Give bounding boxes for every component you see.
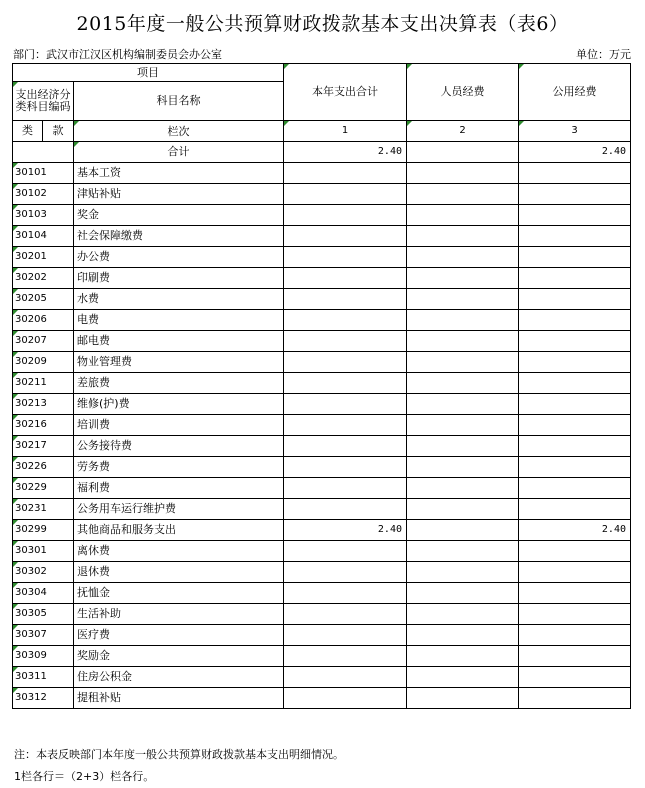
- row-code: 30103: [13, 205, 74, 226]
- row-code: 30309: [13, 646, 74, 667]
- row-public: [519, 499, 631, 520]
- row-code: 30304: [13, 583, 74, 604]
- row-total: [284, 667, 407, 688]
- row-name: 印刷费: [74, 268, 284, 289]
- row-code: 30229: [13, 478, 74, 499]
- row-public: [519, 163, 631, 184]
- row-personnel: [407, 373, 519, 394]
- row-personnel: [407, 667, 519, 688]
- row-public: [519, 268, 631, 289]
- row-personnel: [407, 457, 519, 478]
- row-personnel: [407, 436, 519, 457]
- row-name: 公务接待费: [74, 436, 284, 457]
- row-code: 30209: [13, 352, 74, 373]
- table-row: [13, 184, 631, 205]
- row-personnel: [407, 520, 519, 541]
- row-total: [284, 268, 407, 289]
- column-label: 栏次: [74, 121, 284, 142]
- row-total: [284, 205, 407, 226]
- row-total: 2.40: [284, 520, 407, 541]
- table-row: [13, 226, 631, 247]
- row-public: [519, 226, 631, 247]
- row-code: 30217: [13, 436, 74, 457]
- row-public: [519, 331, 631, 352]
- table-row: [13, 688, 631, 709]
- row-personnel: [407, 226, 519, 247]
- row-personnel: [407, 163, 519, 184]
- row-public: [519, 373, 631, 394]
- row-code: 30104: [13, 226, 74, 247]
- table-row: [13, 562, 631, 583]
- subject-name-header: 科目名称: [74, 82, 284, 121]
- table-row: [13, 163, 631, 184]
- footnote-2: 1栏各行＝（2+3）栏各行。: [14, 770, 155, 783]
- table-row: [13, 247, 631, 268]
- sum-personnel: [407, 142, 519, 163]
- row-personnel: [407, 604, 519, 625]
- row-personnel: [407, 541, 519, 562]
- row-total: [284, 289, 407, 310]
- table-row: [13, 667, 631, 688]
- row-public: [519, 646, 631, 667]
- table-row: [13, 646, 631, 667]
- row-total: [284, 604, 407, 625]
- personnel-header: 人员经费: [407, 64, 519, 121]
- table-row: [13, 604, 631, 625]
- row-total: [284, 541, 407, 562]
- row-total: [284, 457, 407, 478]
- row-name: 住房公积金: [74, 667, 284, 688]
- row-public: [519, 394, 631, 415]
- table-row: [13, 289, 631, 310]
- row-public: [519, 289, 631, 310]
- row-total: [284, 625, 407, 646]
- row-name: 奖励金: [74, 646, 284, 667]
- row-code: 30226: [13, 457, 74, 478]
- row-code: 30101: [13, 163, 74, 184]
- econ-code-header: 支出经济分类科目编码: [13, 82, 74, 121]
- col-number-2: 2: [407, 121, 519, 142]
- row-name: 生活补助: [74, 604, 284, 625]
- project-header: 项目: [13, 64, 284, 82]
- row-public: [519, 310, 631, 331]
- row-personnel: [407, 184, 519, 205]
- row-total: [284, 352, 407, 373]
- public-header: 公用经费: [519, 64, 631, 121]
- row-public: [519, 457, 631, 478]
- row-code: 30301: [13, 541, 74, 562]
- row-public: [519, 625, 631, 646]
- row-name: 离休费: [74, 541, 284, 562]
- row-code: 30205: [13, 289, 74, 310]
- row-name: 基本工资: [74, 163, 284, 184]
- row-total: [284, 184, 407, 205]
- table-row: [13, 310, 631, 331]
- row-public: [519, 478, 631, 499]
- row-public: [519, 667, 631, 688]
- row-personnel: [407, 625, 519, 646]
- table-row: [13, 499, 631, 520]
- col-number-1: 1: [284, 121, 407, 142]
- row-code: 30216: [13, 415, 74, 436]
- row-name: 奖金: [74, 205, 284, 226]
- row-name: 办公费: [74, 247, 284, 268]
- unit-label: 单位：万元: [576, 48, 631, 61]
- row-total: [284, 394, 407, 415]
- table-row: [13, 625, 631, 646]
- row-personnel: [407, 688, 519, 709]
- sum-code-cell: [13, 142, 74, 163]
- row-code: 30231: [13, 499, 74, 520]
- footnote-1: 注：本表反映部门本年度一般公共预算财政拨款基本支出明细情况。: [14, 748, 344, 761]
- kuan-header: 款: [43, 121, 74, 142]
- row-personnel: [407, 478, 519, 499]
- row-total: [284, 331, 407, 352]
- row-personnel: [407, 499, 519, 520]
- row-personnel: [407, 646, 519, 667]
- lei-header: 类: [13, 121, 43, 142]
- sum-label: 合计: [74, 142, 284, 163]
- row-name: 提租补贴: [74, 688, 284, 709]
- table-row: [13, 268, 631, 289]
- row-code: 30201: [13, 247, 74, 268]
- row-code: 30305: [13, 604, 74, 625]
- row-code: 30202: [13, 268, 74, 289]
- row-name: 差旅费: [74, 373, 284, 394]
- sum-public: 2.40: [519, 142, 631, 163]
- row-name: 社会保障缴费: [74, 226, 284, 247]
- total-header: 本年支出合计: [284, 64, 407, 121]
- row-public: [519, 688, 631, 709]
- row-public: [519, 436, 631, 457]
- expenditure-table: [12, 63, 631, 709]
- row-public: [519, 415, 631, 436]
- table-row: [13, 520, 631, 541]
- row-name: 津贴补贴: [74, 184, 284, 205]
- row-public: [519, 604, 631, 625]
- department-label: 部门：武汉市江汉区机构编制委员会办公室: [13, 48, 222, 61]
- table-row: [13, 205, 631, 226]
- table-row: [13, 457, 631, 478]
- row-code: 30213: [13, 394, 74, 415]
- row-total: [284, 226, 407, 247]
- row-total: [284, 310, 407, 331]
- col-number-3: 3: [519, 121, 631, 142]
- row-public: [519, 247, 631, 268]
- row-code: 30211: [13, 373, 74, 394]
- table-row: [13, 415, 631, 436]
- row-code: 30302: [13, 562, 74, 583]
- row-total: [284, 373, 407, 394]
- row-total: [284, 646, 407, 667]
- row-code: 30206: [13, 310, 74, 331]
- row-personnel: [407, 415, 519, 436]
- row-name: 物业管理费: [74, 352, 284, 373]
- row-code: 30207: [13, 331, 74, 352]
- row-personnel: [407, 562, 519, 583]
- row-personnel: [407, 583, 519, 604]
- table-row: [13, 436, 631, 457]
- table-row: [13, 478, 631, 499]
- row-code: 30102: [13, 184, 74, 205]
- row-name: 福利费: [74, 478, 284, 499]
- row-total: [284, 415, 407, 436]
- row-name: 水费: [74, 289, 284, 310]
- row-name: 电费: [74, 310, 284, 331]
- row-name: 培训费: [74, 415, 284, 436]
- table-row: [13, 352, 631, 373]
- row-public: [519, 583, 631, 604]
- row-name: 维修(护)费: [74, 394, 284, 415]
- row-personnel: [407, 394, 519, 415]
- sum-total: 2.40: [284, 142, 407, 163]
- row-name: 抚恤金: [74, 583, 284, 604]
- row-personnel: [407, 205, 519, 226]
- table-row: [13, 583, 631, 604]
- row-code: 30307: [13, 625, 74, 646]
- table-row: [13, 541, 631, 562]
- row-public: [519, 562, 631, 583]
- row-total: [284, 562, 407, 583]
- row-total: [284, 436, 407, 457]
- row-total: [284, 499, 407, 520]
- row-personnel: [407, 352, 519, 373]
- report-title: 2015年度一般公共预算财政拨款基本支出决算表（表6）: [76, 13, 569, 35]
- row-total: [284, 163, 407, 184]
- row-total: [284, 478, 407, 499]
- row-personnel: [407, 289, 519, 310]
- row-personnel: [407, 268, 519, 289]
- table-row: [13, 331, 631, 352]
- row-public: [519, 541, 631, 562]
- row-total: [284, 247, 407, 268]
- row-personnel: [407, 247, 519, 268]
- row-code: 30312: [13, 688, 74, 709]
- row-total: [284, 688, 407, 709]
- row-name: 其他商品和服务支出: [74, 520, 284, 541]
- row-name: 退休费: [74, 562, 284, 583]
- row-public: 2.40: [519, 520, 631, 541]
- row-name: 公务用车运行维护费: [74, 499, 284, 520]
- row-personnel: [407, 331, 519, 352]
- row-public: [519, 184, 631, 205]
- row-total: [284, 583, 407, 604]
- row-name: 劳务费: [74, 457, 284, 478]
- row-name: 邮电费: [74, 331, 284, 352]
- row-name: 医疗费: [74, 625, 284, 646]
- table-row: [13, 373, 631, 394]
- row-public: [519, 205, 631, 226]
- table-row: [13, 394, 631, 415]
- row-public: [519, 352, 631, 373]
- row-code: 30299: [13, 520, 74, 541]
- row-code: 30311: [13, 667, 74, 688]
- row-personnel: [407, 310, 519, 331]
